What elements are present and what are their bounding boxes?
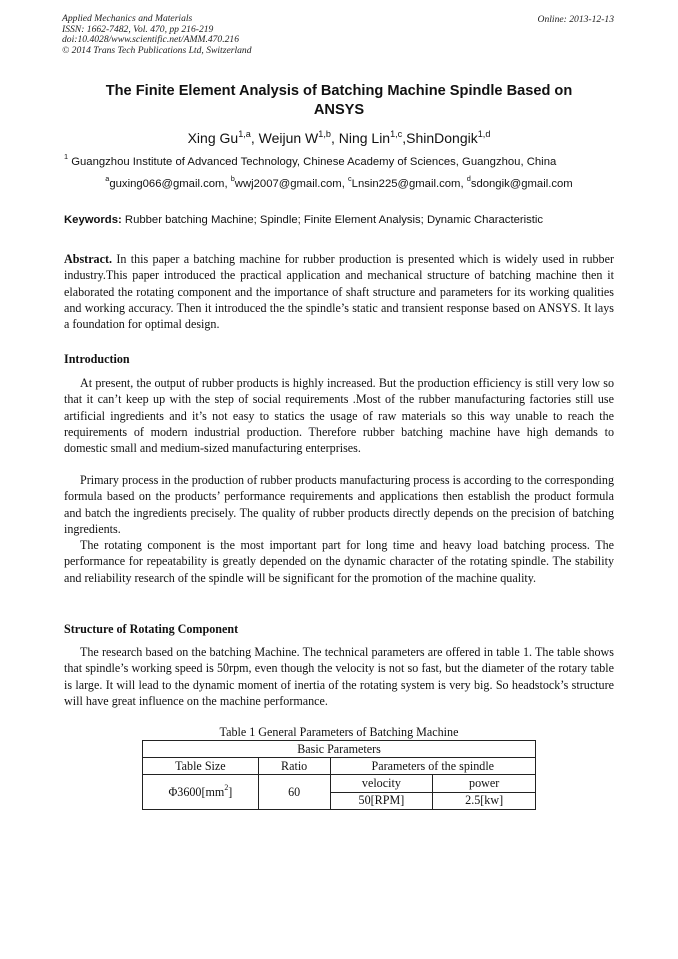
section-heading-introduction: Introduction <box>64 352 130 366</box>
title-line-1: The Finite Element Analysis of Batching Machine Spindle Based on <box>105 83 573 99</box>
table-size-bracket: ] <box>228 784 233 799</box>
author-affil-mark: 1,a <box>238 129 251 139</box>
table-row <box>143 775 536 793</box>
keywords <box>64 214 616 226</box>
email-mark: b <box>230 174 235 183</box>
table-cell-ratio: 60 <box>258 775 330 810</box>
email-address: Lnsin225@gmail.com, <box>351 178 467 190</box>
table-header-spindle: Parameters of the spindle <box>330 758 535 775</box>
affiliation-mark: 1 <box>64 152 69 161</box>
journal-name: Applied Mechanics and Materials <box>62 13 193 24</box>
table-row <box>143 741 536 758</box>
email-mark: d <box>466 174 471 183</box>
table-cell-power: 2.5[kw] <box>433 792 536 810</box>
author-list <box>60 130 618 146</box>
issn-line: ISSN: 1662-7482, Vol. 470, pp 216-219 <box>62 23 214 35</box>
keywords-text: Rubber batching Machine; Spindle; Finite Element Analysis; Dynamic Characteristic <box>121 214 544 226</box>
table-header-table-size: Table Size <box>143 758 259 775</box>
table-row <box>143 758 536 775</box>
table-group-header: Basic Parameters <box>143 741 536 758</box>
author-name: Xing Gu <box>187 130 239 146</box>
email-address: sdongik@gmail.com <box>470 178 573 190</box>
structure-paragraph-1: The research based on the batching Machine. The technical parameters are offered in table 1. The table shows that spindle’s working speed is 50rpm, even though the velocity is not so fast, but the diameter of the rotary table is large. It will lead to the dynamic moment of inertia of the rotating system is very big. So headstock’s structure will have great influence on the machine performance. <box>64 645 614 708</box>
author-separator: , <box>330 130 339 146</box>
copyright-line: © 2014 Trans Tech Publications Ltd, Switzerland <box>62 44 252 56</box>
author-affil-mark: 1,d <box>477 129 491 139</box>
table-cell-table-size <box>143 775 259 810</box>
doi-line: doi:10.4028/www.scientific.net/AMM.470.216 <box>62 34 240 46</box>
abstract-text: In this paper a batching machine for rubber production is presented which is widely used in rubber industry.This paper introduced the practical application and mechanical structure of batching machine then it elaborated the rotating component and the importance of shaft structure and parameters for its working qualities and working accuracy. Then it introduced the the spindle’s static and transient response based on ANSYS. It lays a foundation for optimal design. <box>64 252 614 332</box>
author-affil-mark: 1,c <box>390 129 403 139</box>
author-name: Weijun W <box>258 130 319 146</box>
email-mark: a <box>105 174 110 183</box>
author-name: ShinDongik <box>406 130 478 146</box>
author-name: Ning Lin <box>338 130 391 146</box>
intro-paragraph-3: The rotating component is the most important part for long time and heavy load batching process. The performance for repeatability is greatly depended on the dynamic character of the rotating spindle. The stability and reliability research of the spindle will be significant for the promotion of the machine quality. <box>64 538 614 585</box>
table-cell-velocity: 50[RPM] <box>330 792 433 810</box>
abstract <box>64 251 614 332</box>
paper-title <box>60 82 618 120</box>
journal-header <box>62 14 252 56</box>
table-subheader-power: power <box>433 775 536 793</box>
table-caption: Table 1 General Parameters of Batching Machine <box>219 725 459 739</box>
keywords-label: Keywords: <box>64 214 122 226</box>
intro-paragraph-1: At present, the output of rubber products is highly increased. But the production efficiency is still very low so that it can’t keep up with the step of social requirements .Most of the rubber manufacturing factories still use artificial ingredients and it’s not easy to statics the usage of raw materials so this way unable to reach the requirements of modern industrial production. Therefore rubber batching machine have high demands to domestic small and medium-sized manufacturing enterprises. <box>64 376 614 456</box>
abstract-label: Abstract. <box>64 252 113 266</box>
table-size-exponent: 2 <box>224 782 229 792</box>
author-affil-mark: 1,b <box>318 129 331 139</box>
intro-paragraph-2: Primary process in the production of rubber products manufacturing process is according to the corresponding formula based on the products’ performance requirements and applications then establish the product formula and batch the ingredients precisely. The quality of rubber products directly depends on the precision of batching ingredients. <box>64 473 614 536</box>
table-subheader-velocity: velocity <box>330 775 433 793</box>
email-address: wwj2007@gmail.com, <box>234 178 348 190</box>
author-separator: , <box>250 130 259 146</box>
parameters-table <box>142 740 536 810</box>
title-line-2: ANSYS <box>313 102 365 118</box>
email-address: guxing066@gmail.com, <box>109 178 231 190</box>
affiliation <box>64 152 616 168</box>
affiliation-text: Guangzhou Institute of Advanced Technology, Chinese Academy of Sciences, Guangzhou, China <box>68 156 557 168</box>
section-heading-structure: Structure of Rotating Component <box>64 622 239 636</box>
table-size-value: Φ3600[mm <box>168 784 225 799</box>
author-separator: , <box>402 130 407 146</box>
email-mark: c <box>347 174 352 183</box>
email-list <box>60 174 618 190</box>
table-header-ratio: Ratio <box>258 758 330 775</box>
online-date: Online: 2013-12-13 <box>537 14 614 25</box>
